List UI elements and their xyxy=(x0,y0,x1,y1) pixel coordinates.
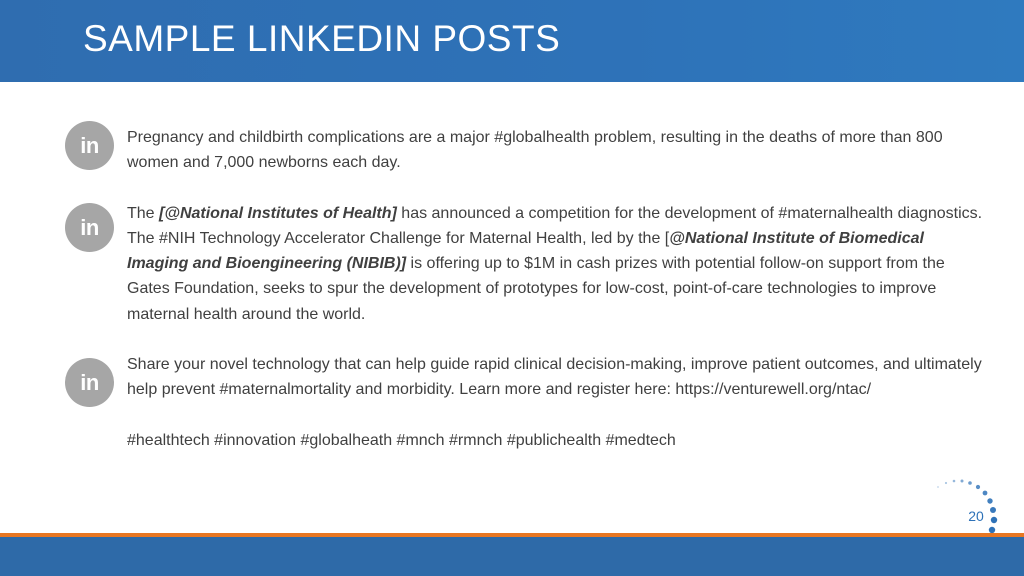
linkedin-icon: in xyxy=(65,203,114,252)
post-paragraph-2: The [@National Institutes of Health] has announced a competition for the development of #maternalhealth diagnostics. The #NIH Technology Accelerator Challenge for Maternal Health, led by the [@National Institute of Biomedical Imaging and Bioengineering (NIBIB)] is offering up to $1M in cash prizes with potential follow-on support from the Gates Foundation, seeks to spur the development of prototypes for low-cost, point-of-care technologies to improve maternal health around the world. xyxy=(127,204,983,323)
nibib-mention: @National Institute of Biomedical Imaging and Bioengineering (NIBIB)] xyxy=(127,229,924,273)
post-paragraph-3: Share your novel technology that can help guide rapid clinical decision-making, improve patient outcomes, and ultimately help prevent #maternalmortality and morbidity. Learn more and register here: https://venturewell.org/ntac/ xyxy=(127,356,982,399)
nih-mention: [@National Institutes of Health] xyxy=(159,204,397,222)
post-paragraph-1: Pregnancy and childbirth complications are a major #globalhealth problem, resulting in the deaths of more than 800 women and 7,000 newborns each day. xyxy=(127,129,943,172)
linkedin-icon: in xyxy=(65,358,114,407)
post-body xyxy=(127,125,987,478)
post-hashtags: #healthtech #innovation #globalheath #mnch #rmnch #publichealth #medtech xyxy=(127,431,676,449)
header-bar xyxy=(0,0,1024,82)
page-title: SAMPLE LINKEDIN POSTS xyxy=(83,18,561,59)
page-number: 20 xyxy=(968,508,984,524)
linkedin-icon: in xyxy=(65,121,114,170)
footer-bar xyxy=(0,537,1024,576)
